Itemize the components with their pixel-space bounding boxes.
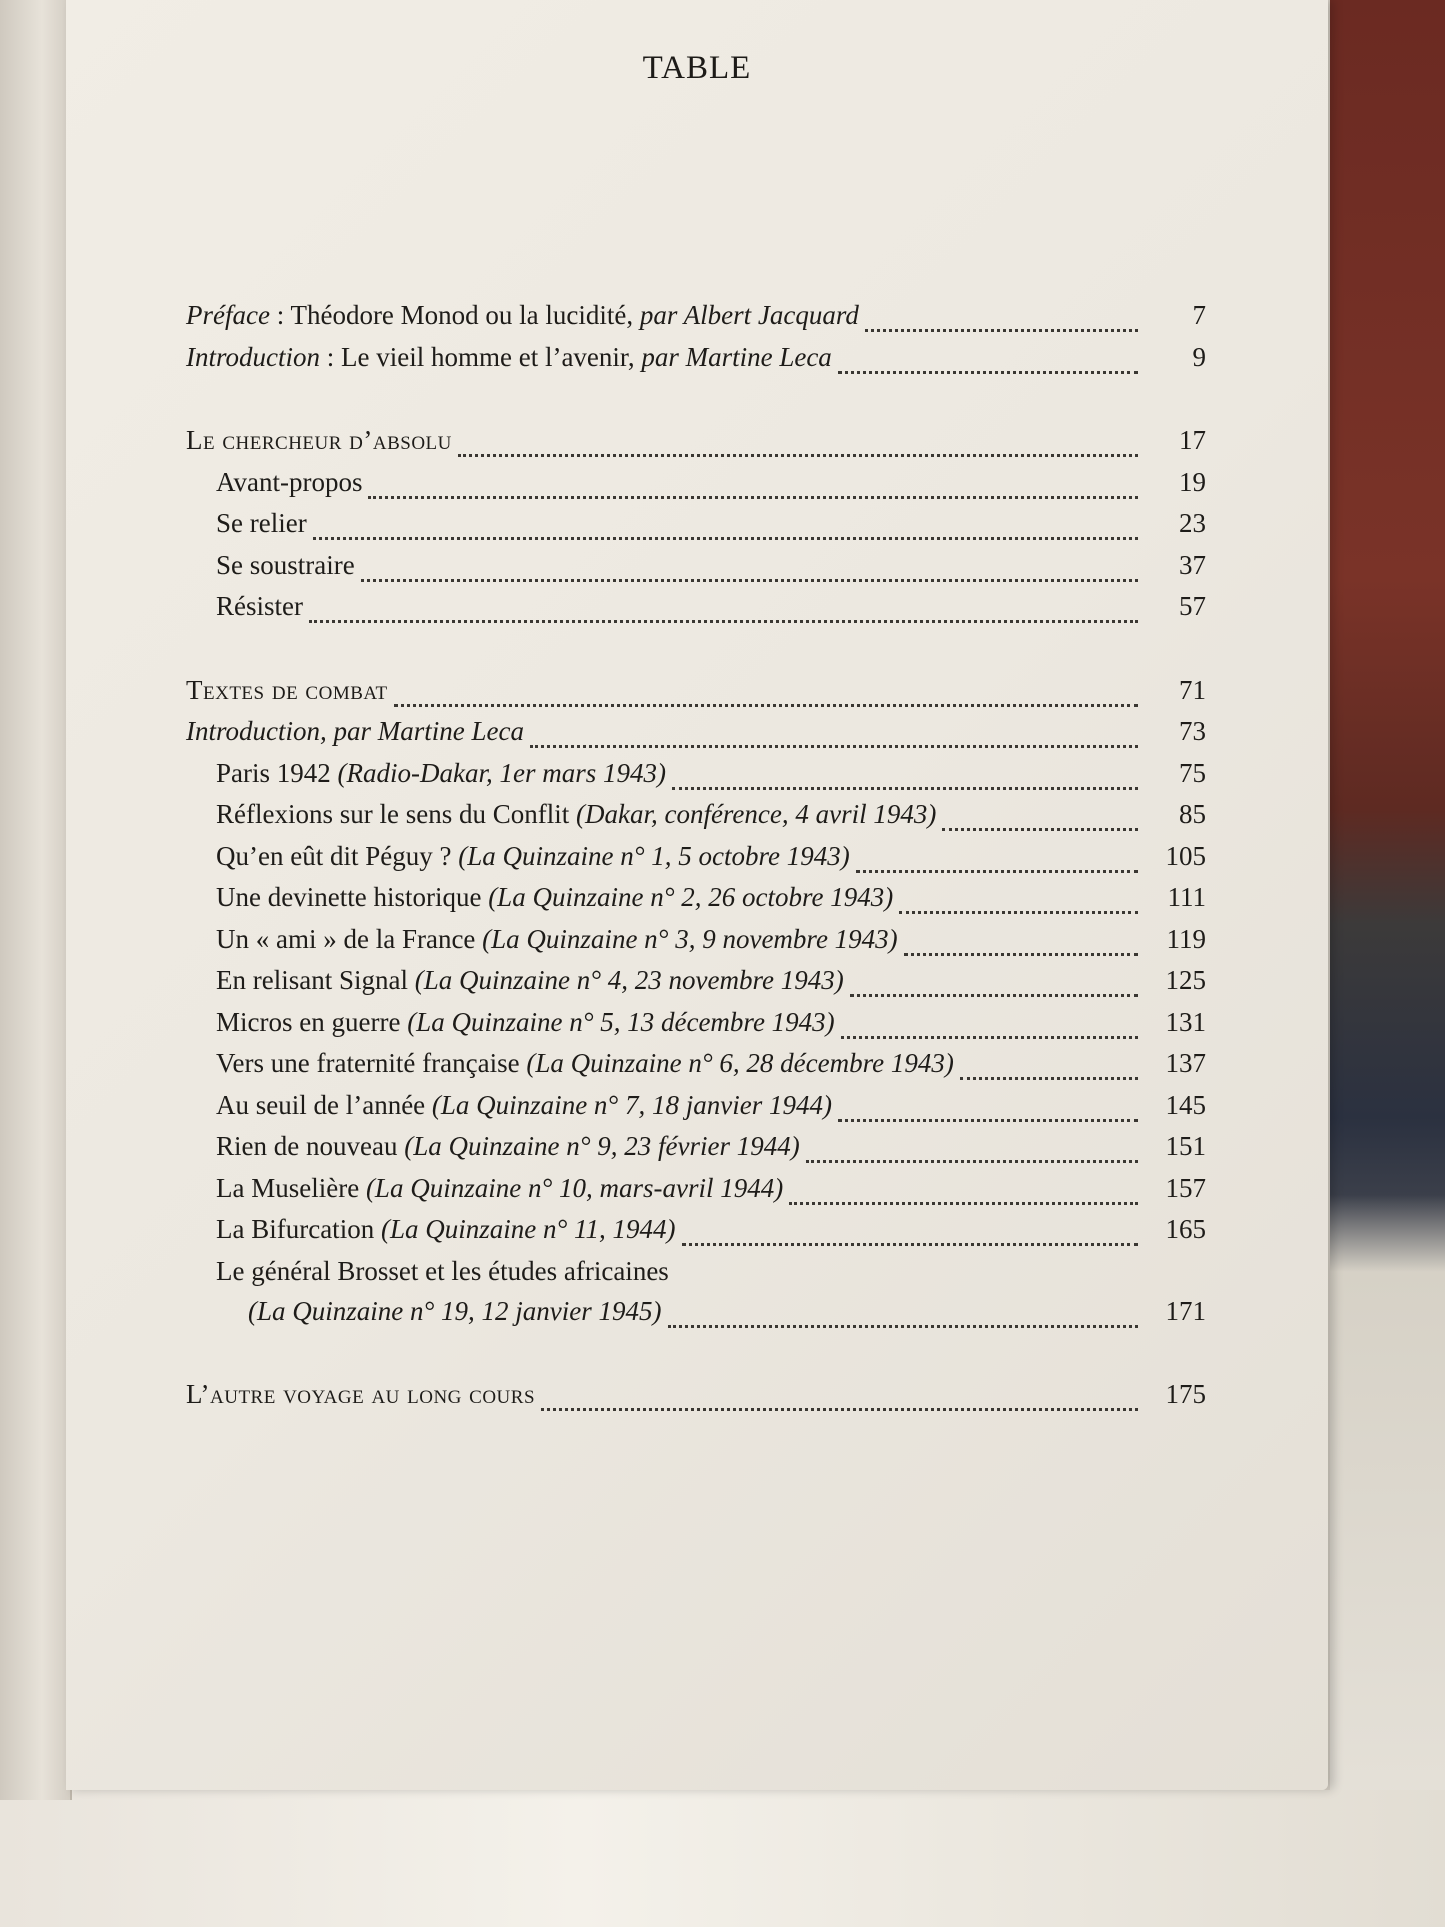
toc-entry [186, 1173, 1206, 1215]
section-title: Textes de combat [186, 674, 388, 705]
toc-entry-brosset [186, 1256, 1206, 1296]
toc-entry [186, 1007, 1206, 1049]
entry-title: La Muselière [216, 1172, 366, 1203]
toc-entry [186, 1090, 1206, 1132]
entry-title: Au seuil de l’année [216, 1089, 432, 1120]
entry-title: Se relier [216, 508, 307, 538]
book-page [66, 0, 1328, 1790]
section-title: L’autre voyage au long cours [186, 1379, 536, 1409]
page-number: 57 [1179, 591, 1206, 621]
toc-entry-introduction: Introduction : Le vieil homme et l’avenir, par Martine Leca 9 [186, 342, 1206, 384]
toc-entry [186, 799, 1206, 841]
toc-entry [186, 550, 1206, 592]
toc-entry-brosset-source [186, 1296, 1206, 1338]
toc-section-chercheur [186, 425, 1206, 467]
toc-entry [186, 467, 1206, 509]
dot-leader [850, 994, 1138, 997]
entry-title: Micros en guerre [216, 1006, 408, 1037]
page-number: 145 [1165, 1089, 1206, 1120]
page-number: 105 [1165, 840, 1206, 871]
entry-source: (La Quinzaine n° 3, 9 novembre 1943) [482, 923, 898, 954]
page-number: 71 [1179, 674, 1206, 705]
page-number: 9 [1192, 341, 1206, 372]
entry-title: Théodore Monod ou la lucidité, [290, 300, 640, 330]
dot-leader [899, 911, 1138, 914]
page-number: 137 [1165, 1048, 1206, 1078]
page-number: 151 [1165, 1131, 1206, 1161]
left-page-edge [0, 0, 72, 1800]
dot-leader [942, 828, 1138, 831]
page-number: 175 [1165, 1379, 1206, 1409]
entry-source: (Dakar, conférence, 4 avril 1943) [575, 799, 937, 829]
entry-author: par Martine Leca [641, 341, 832, 372]
page-number: 73 [1179, 716, 1206, 746]
page-number: 119 [1166, 923, 1206, 954]
dot-leader [668, 1325, 1138, 1328]
dot-leader [458, 454, 1138, 457]
entry-title: En relisant Signal [216, 965, 415, 995]
dot-leader [309, 620, 1138, 623]
dot-leader [394, 704, 1138, 707]
page-number: 19 [1179, 466, 1206, 497]
dot-leader [313, 537, 1138, 540]
dot-leader [361, 579, 1138, 582]
entry-source: (Radio-Dakar, 1er mars 1943) [337, 757, 666, 788]
entry-title: Un « ami » de la France [216, 923, 483, 954]
page-number: 23 [1179, 508, 1206, 538]
entry-source: (La Quinzaine n° 4, 23 novembre 1943) [414, 965, 844, 995]
dot-leader [960, 1077, 1138, 1080]
toc-entry [186, 758, 1206, 800]
page-number: 17 [1179, 425, 1206, 455]
entry-title: La Bifurcation [216, 1214, 381, 1244]
page-number: 37 [1179, 549, 1206, 580]
toc-entry [186, 1131, 1206, 1173]
entry-title: Se soustraire [216, 549, 355, 580]
entry-title: Introduction, par Martine Leca [186, 716, 524, 746]
toc-entry [186, 1048, 1206, 1090]
entry-source: (La Quinzaine n° 5, 13 décembre 1943) [407, 1006, 835, 1037]
page-number: 7 [1192, 300, 1206, 330]
toc-entry [186, 591, 1206, 633]
dot-leader [530, 745, 1138, 748]
toc-entry-intro2 [186, 716, 1206, 758]
entry-source: (La Quinzaine n° 9, 23 février 1944) [404, 1131, 800, 1161]
section-title: Le chercheur d’absolu [186, 425, 452, 455]
entry-prefix: Introduction [186, 341, 320, 372]
shelf-base [0, 1790, 1445, 1927]
dot-leader [672, 787, 1138, 790]
entry-title: Avant-propos [216, 466, 363, 497]
toc-entry [186, 1214, 1206, 1256]
entry-source: (La Quinzaine n° 10, mars-avril 1944) [365, 1172, 784, 1203]
page-number: 157 [1165, 1172, 1206, 1203]
page-number: 85 [1179, 799, 1206, 829]
toc-entry [186, 508, 1206, 550]
entry-title: Réflexions sur le sens du Conflit [216, 799, 576, 829]
toc-entry [186, 965, 1206, 1007]
dot-leader [682, 1243, 1139, 1246]
page-number: 111 [1167, 882, 1206, 912]
entry-title: Le vieil homme et l’avenir, [341, 341, 642, 372]
entry-source: (La Quinzaine n° 19, 12 janvier 1945) [248, 1295, 662, 1326]
section2-list [186, 758, 1206, 1256]
dot-leader [904, 953, 1138, 956]
dot-leader [865, 329, 1138, 332]
dot-leader [806, 1160, 1138, 1163]
toc-section-voyage [186, 1379, 1206, 1421]
entry-source: (La Quinzaine n° 1, 5 octobre 1943) [458, 840, 850, 871]
page-number: 171 [1165, 1295, 1206, 1326]
dot-leader [368, 496, 1138, 499]
entry-source: (La Quinzaine n° 2, 26 octobre 1943) [488, 882, 894, 912]
entry-author: par Albert Jacquard [639, 300, 859, 330]
dot-leader [856, 870, 1138, 873]
dot-leader [841, 1036, 1138, 1039]
toc-section-textes [186, 675, 1206, 717]
entry-title: Rien de nouveau [216, 1131, 405, 1161]
entry-title: Une devinette historique [216, 882, 489, 912]
page-title: TABLE [642, 50, 752, 86]
toc-entry [186, 924, 1206, 966]
entry-source: (La Quinzaine n° 7, 18 janvier 1944) [431, 1089, 832, 1120]
entry-title: Résister [216, 591, 303, 621]
bookshelf-background [1330, 0, 1445, 1927]
dot-leader [838, 371, 1138, 374]
entry-source: (La Quinzaine n° 6, 28 décembre 1943) [526, 1048, 954, 1078]
toc-entry [186, 882, 1206, 924]
page-number: 75 [1179, 757, 1206, 788]
dot-leader [789, 1202, 1138, 1205]
entry-source: (La Quinzaine n° 11, 1944) [380, 1214, 676, 1244]
page-number: 165 [1165, 1214, 1206, 1244]
entry-title: Vers une fraternité française [216, 1048, 527, 1078]
table-of-contents [186, 300, 1206, 1421]
entry-title: Qu’en eût dit Péguy ? [216, 840, 459, 871]
page-number: 125 [1165, 965, 1206, 995]
entry-title: Paris 1942 [216, 757, 338, 788]
entry-title: Le général Brosset et les études africaines [216, 1255, 669, 1286]
page-number: 131 [1165, 1006, 1206, 1037]
toc-entry-preface: Préface : Théodore Monod ou la lucidité, par Albert Jacquard 7 [186, 300, 1206, 342]
entry-prefix: Préface [186, 300, 270, 330]
dot-leader [541, 1408, 1138, 1411]
dot-leader [838, 1119, 1138, 1122]
toc-entry [186, 841, 1206, 883]
